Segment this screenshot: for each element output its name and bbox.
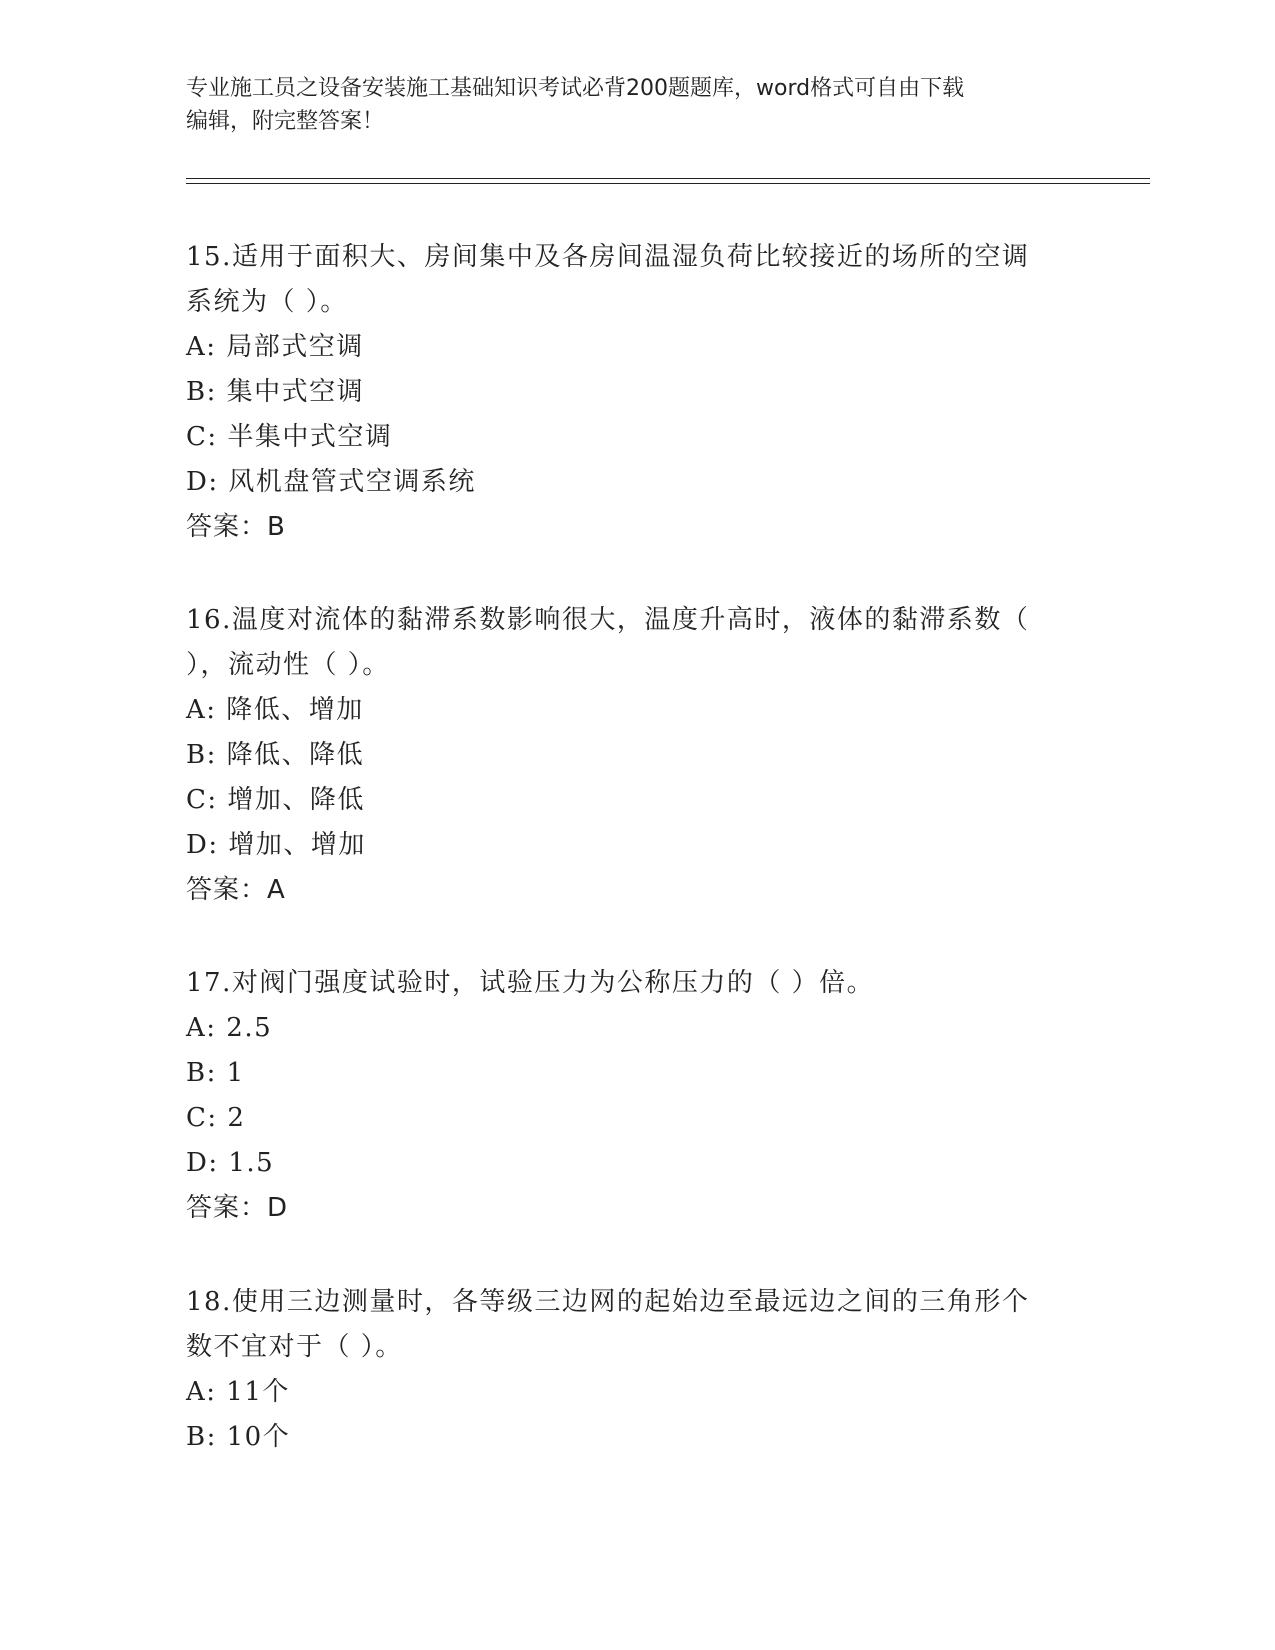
question-16 [186,598,1076,913]
question-stem-line-1: 17.对阀门强度试验时，试验压力为公称压力的（ ）倍。 [186,968,875,998]
question-stem-line-2: ），流动性（ ）。 [186,650,390,680]
header-line-1: 专业施工员之设备安装施工基础知识考试必背200题题库，word格式可自由下载 [186,76,965,101]
option-b: B: 1 [186,1058,245,1088]
option-a: A: 2.5 [186,1013,273,1043]
document-header [186,72,1066,138]
header-line-2: 编辑，附完整答案！ [186,109,385,134]
question-18 [186,1280,1076,1460]
option-a: A: 降低、增加 [186,695,364,725]
question-stem-line-1: 16.温度对流体的黏滞系数影响很大，温度升高时，液体的黏滞系数（ [186,605,1030,635]
option-a: A: 11个 [186,1377,290,1407]
option-d: D: 增加、增加 [186,830,366,860]
option-b: B: 降低、降低 [186,740,365,770]
option-c: C: 2 [186,1103,246,1133]
question-15 [186,235,1076,550]
question-stem-line-2: 数不宜对于（ ）。 [186,1332,403,1362]
header-divider-bottom [186,183,1150,184]
question-stem-line-1: 18.使用三边测量时，各等级三边网的起始边至最远边之间的三角形个 [186,1287,1030,1317]
question-stem-line-2: 系统为（ ）。 [186,287,348,317]
option-d: D: 风机盘管式空调系统 [186,467,476,497]
option-a: A: 局部式空调 [186,332,364,362]
answer: 答案：B [186,512,286,542]
header-divider-top [186,178,1150,179]
answer: 答案：D [186,1193,289,1223]
answer: 答案：A [186,875,286,905]
option-b: B: 10个 [186,1422,291,1452]
question-stem-line-1: 15.适用于面积大、房间集中及各房间温湿负荷比较接近的场所的空调 [186,242,1030,272]
option-c: C: 半集中式空调 [186,422,393,452]
option-d: D: 1.5 [186,1148,275,1178]
option-b: B: 集中式空调 [186,377,365,407]
option-c: C: 增加、降低 [186,785,365,815]
question-17 [186,961,1076,1231]
